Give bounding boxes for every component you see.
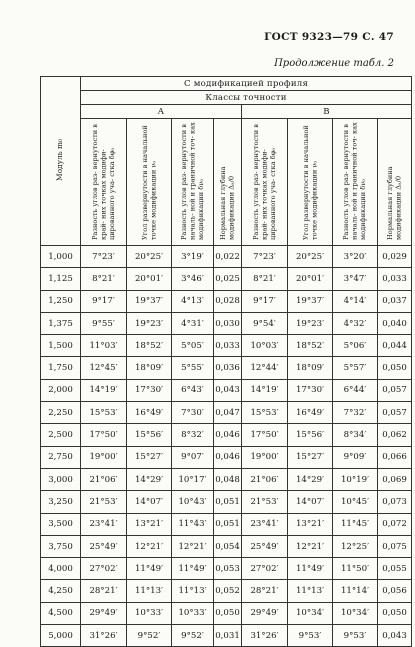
- table-cell: 9°53′: [288, 625, 333, 647]
- table-cell: 17°50′: [242, 424, 288, 446]
- module-cell: 2,250: [41, 402, 81, 424]
- table-row: [41, 290, 412, 312]
- table-cell: 11°49′: [288, 558, 333, 580]
- table-cell: 5°05′: [172, 335, 214, 357]
- table-cell: 16°49′: [127, 402, 172, 424]
- table-cell: 18°52′: [127, 335, 172, 357]
- table-cell: 18°09′: [288, 357, 333, 379]
- table-cell: 17°50′: [81, 424, 127, 446]
- table-cell: 23°41′: [242, 513, 288, 535]
- table-cell: 8°32′: [172, 424, 214, 446]
- table-cell: 9°52′: [172, 625, 214, 647]
- table-cell: 0,057: [378, 402, 412, 424]
- table-cell: 21°06′: [81, 468, 127, 490]
- table-cell: 8°34′: [333, 424, 378, 446]
- table-cell: 13°21′: [127, 513, 172, 535]
- table-cell: 0,057: [378, 379, 412, 401]
- table-row: [41, 535, 412, 557]
- table-cell: 23°41′: [81, 513, 127, 535]
- module-cell: 2,000: [41, 379, 81, 401]
- table-cell: 5°06′: [333, 335, 378, 357]
- table-cell: 12°21′: [288, 535, 333, 557]
- table-cell: 0,048: [214, 468, 242, 490]
- module-column-header: Модуль m₀: [41, 77, 81, 246]
- module-cell: 1,750: [41, 357, 81, 379]
- table-cell: 11°43′: [172, 513, 214, 535]
- column-header: Разность углов раз- вернутости в край- них точках модифи- цированного уча- стка δφ₀: [242, 119, 288, 246]
- table-cell: 9°54′: [242, 312, 288, 334]
- table-cell: 29°49′: [242, 602, 288, 624]
- table-cell: 0,056: [378, 580, 412, 602]
- table-row: [41, 402, 412, 424]
- table-cell: 7°30′: [172, 402, 214, 424]
- table-cell: 18°52′: [288, 335, 333, 357]
- table-cell: 0,075: [378, 535, 412, 557]
- column-header: Разность углов раз- вернутости в началь- ной и граничной точ- ках модификации δν₀: [333, 119, 378, 246]
- table-cell: 7°32′: [333, 402, 378, 424]
- table-cell: 14°07′: [127, 491, 172, 513]
- table-cell: 0,055: [378, 558, 412, 580]
- table-cell: 16°49′: [288, 402, 333, 424]
- table-cell: 12°21′: [172, 535, 214, 557]
- table-cell: 27°02′: [81, 558, 127, 580]
- table-cell: 14°19′: [81, 379, 127, 401]
- table-body: [41, 246, 412, 647]
- module-cell: 1,125: [41, 268, 81, 290]
- table-cell: 11°49′: [127, 558, 172, 580]
- table-cell: 20°01′: [127, 268, 172, 290]
- page-header: ГОСТ 9323—79 С. 47: [264, 31, 394, 43]
- table-cell: 11°45′: [333, 513, 378, 535]
- table-cell: 3°47′: [333, 268, 378, 290]
- module-cell: 3,250: [41, 491, 81, 513]
- class-a-header: А: [81, 105, 242, 119]
- table-cell: 5°57′: [333, 357, 378, 379]
- table-cell: 29°49′: [81, 602, 127, 624]
- table-cell: 10°03′: [242, 335, 288, 357]
- table-cell: 0,044: [378, 335, 412, 357]
- module-cell: 1,250: [41, 290, 81, 312]
- table-cell: 0,051: [214, 513, 242, 535]
- table-cell: 11°14′: [333, 580, 378, 602]
- table-cell: 25°49′: [242, 535, 288, 557]
- table-cell: 10°34′: [333, 602, 378, 624]
- table-row: [41, 268, 412, 290]
- table-cell: 21°53′: [81, 491, 127, 513]
- table-cell: 0,030: [214, 312, 242, 334]
- table-cell: 0,025: [214, 268, 242, 290]
- table-row: [41, 580, 412, 602]
- table-row: [41, 468, 412, 490]
- table-cell: 12°44′: [242, 357, 288, 379]
- table-cell: 31°26′: [81, 625, 127, 647]
- table-cell: 15°56′: [127, 424, 172, 446]
- table-cell: 0,036: [214, 357, 242, 379]
- module-cell: 1,375: [41, 312, 81, 334]
- table-cell: 0,029: [378, 246, 412, 268]
- table-cell: 21°06′: [242, 468, 288, 490]
- table-cell: 0,031: [214, 625, 242, 647]
- table-cell: 10°43′: [172, 491, 214, 513]
- table-cell: 19°00′: [81, 446, 127, 468]
- table-row: [41, 491, 412, 513]
- column-header: Нормальная глубина модификации Δₐ/0: [214, 119, 242, 246]
- module-cell: 4,500: [41, 602, 81, 624]
- module-cell: 2,750: [41, 446, 81, 468]
- table-cell: 11°13′: [288, 580, 333, 602]
- table-cell: 6°43′: [172, 379, 214, 401]
- table-cell: 28°21′: [81, 580, 127, 602]
- table-cell: 25°49′: [81, 535, 127, 557]
- table-cell: 19°23′: [127, 312, 172, 334]
- table-cell: 0,033: [214, 335, 242, 357]
- table-cell: 0,051: [214, 491, 242, 513]
- table-continuation-label: Продолжение табл. 2: [274, 58, 394, 69]
- table-cell: 15°53′: [81, 402, 127, 424]
- table-cell: 11°49′: [172, 558, 214, 580]
- table-cell: 4°32′: [333, 312, 378, 334]
- table-cell: 6°44′: [333, 379, 378, 401]
- table-cell: 9°09′: [333, 446, 378, 468]
- table-cell: 0,047: [214, 402, 242, 424]
- column-header: Нормальная глубина модификации Δₐ/0: [378, 119, 412, 246]
- module-cell: 3,500: [41, 513, 81, 535]
- table-cell: 0,033: [378, 268, 412, 290]
- table-cell: 13°21′: [288, 513, 333, 535]
- table-cell: 11°50′: [333, 558, 378, 580]
- module-cell: 3,000: [41, 468, 81, 490]
- column-header: Разность углов раз- вернутости в край- них точках модифи- цированного уча- стка δφ₀: [81, 119, 127, 246]
- table-row: [41, 625, 412, 647]
- table-row: [41, 312, 412, 334]
- table-cell: 0,022: [214, 246, 242, 268]
- table-cell: 3°20′: [333, 246, 378, 268]
- table-cell: 0,050: [378, 357, 412, 379]
- profile-modification-header: С модификацией профиля: [81, 77, 412, 91]
- module-cell: 1,500: [41, 335, 81, 357]
- table-row: [41, 379, 412, 401]
- table-cell: 9°17′: [242, 290, 288, 312]
- table-cell: 4°13′: [172, 290, 214, 312]
- table-cell: 0,054: [214, 535, 242, 557]
- table-cell: 9°17′: [81, 290, 127, 312]
- table-row: [41, 335, 412, 357]
- table-cell: 0,037: [378, 290, 412, 312]
- table-row: [41, 513, 412, 535]
- table-row: [41, 602, 412, 624]
- table-cell: 0,069: [378, 468, 412, 490]
- table-cell: 3°19′: [172, 246, 214, 268]
- module-cell: 4,250: [41, 580, 81, 602]
- table-cell: 15°27′: [127, 446, 172, 468]
- table-cell: 15°53′: [242, 402, 288, 424]
- column-header: Угол развернутости в начальной точке модификации ν₀: [288, 119, 333, 246]
- table-row: [41, 424, 412, 446]
- table-cell: 14°19′: [242, 379, 288, 401]
- table-cell: 10°33′: [172, 602, 214, 624]
- table-cell: 0,046: [214, 446, 242, 468]
- table-cell: 12°45′: [81, 357, 127, 379]
- table-cell: 14°29′: [127, 468, 172, 490]
- table-cell: 10°45′: [333, 491, 378, 513]
- column-header: Разность углов раз- вернутости в началь- ной и граничной точ- ках модификации δν₀: [172, 119, 214, 246]
- table-cell: 11°13′: [127, 580, 172, 602]
- table-cell: 12°25′: [333, 535, 378, 557]
- table-cell: 11°03′: [81, 335, 127, 357]
- table-cell: 31°26′: [242, 625, 288, 647]
- table-cell: 15°56′: [288, 424, 333, 446]
- table-cell: 5°55′: [172, 357, 214, 379]
- table-cell: 10°33′: [127, 602, 172, 624]
- module-cell: 2,500: [41, 424, 81, 446]
- table-cell: 21°53′: [242, 491, 288, 513]
- table-cell: 0,073: [378, 491, 412, 513]
- table-row: [41, 246, 412, 268]
- table-cell: 3°46′: [172, 268, 214, 290]
- table-cell: 0,052: [214, 580, 242, 602]
- table-cell: 0,072: [378, 513, 412, 535]
- table-cell: 9°52′: [127, 625, 172, 647]
- table-cell: 9°07′: [172, 446, 214, 468]
- table-cell: 19°37′: [288, 290, 333, 312]
- table-cell: 0,062: [378, 424, 412, 446]
- table-cell: 28°21′: [242, 580, 288, 602]
- table-cell: 0,043: [214, 379, 242, 401]
- table-cell: 0,050: [378, 602, 412, 624]
- table-cell: 19°37′: [127, 290, 172, 312]
- table-cell: 0,040: [378, 312, 412, 334]
- table-row: [41, 558, 412, 580]
- class-b-header: В: [242, 105, 412, 119]
- module-cell: 3,750: [41, 535, 81, 557]
- table-cell: 20°01′: [288, 268, 333, 290]
- table-cell: 0,043: [378, 625, 412, 647]
- table-cell: 18°09′: [127, 357, 172, 379]
- table-cell: 9°55′: [81, 312, 127, 334]
- table-cell: 14°07′: [288, 491, 333, 513]
- table-cell: 14°29′: [288, 468, 333, 490]
- table-cell: 0,028: [214, 290, 242, 312]
- table-cell: 10°17′: [172, 468, 214, 490]
- table-cell: 0,046: [214, 424, 242, 446]
- table-cell: 10°19′: [333, 468, 378, 490]
- table-cell: 8°21′: [81, 268, 127, 290]
- table-cell: 10°34′: [288, 602, 333, 624]
- table-cell: 20°25′: [288, 246, 333, 268]
- accuracy-classes-header: Классы точности: [81, 91, 412, 105]
- table-cell: 17°30′: [127, 379, 172, 401]
- table-cell: 27°02′: [242, 558, 288, 580]
- gear-parameters-table: [40, 76, 412, 647]
- table-cell: 0,050: [214, 602, 242, 624]
- table-cell: 7°23′: [242, 246, 288, 268]
- table-cell: 9°53′: [333, 625, 378, 647]
- table-cell: 8°21′: [242, 268, 288, 290]
- module-cell: 1,000: [41, 246, 81, 268]
- table-cell: 0,053: [214, 558, 242, 580]
- table-cell: 12°21′: [127, 535, 172, 557]
- table-cell: 17°30′: [288, 379, 333, 401]
- table-cell: 0,066: [378, 446, 412, 468]
- column-header: Угол развернутости в начальной точке модификации ν₀: [127, 119, 172, 246]
- table-cell: 4°31′: [172, 312, 214, 334]
- module-cell: 4,000: [41, 558, 81, 580]
- table-cell: 20°25′: [127, 246, 172, 268]
- table-row: [41, 357, 412, 379]
- table-cell: 11°13′: [172, 580, 214, 602]
- table-cell: 19°00′: [242, 446, 288, 468]
- table-row: [41, 446, 412, 468]
- table-cell: 19°23′: [288, 312, 333, 334]
- table-cell: 7°23′: [81, 246, 127, 268]
- table-cell: 4°14′: [333, 290, 378, 312]
- module-cell: 5,000: [41, 625, 81, 647]
- table-cell: 15°27′: [288, 446, 333, 468]
